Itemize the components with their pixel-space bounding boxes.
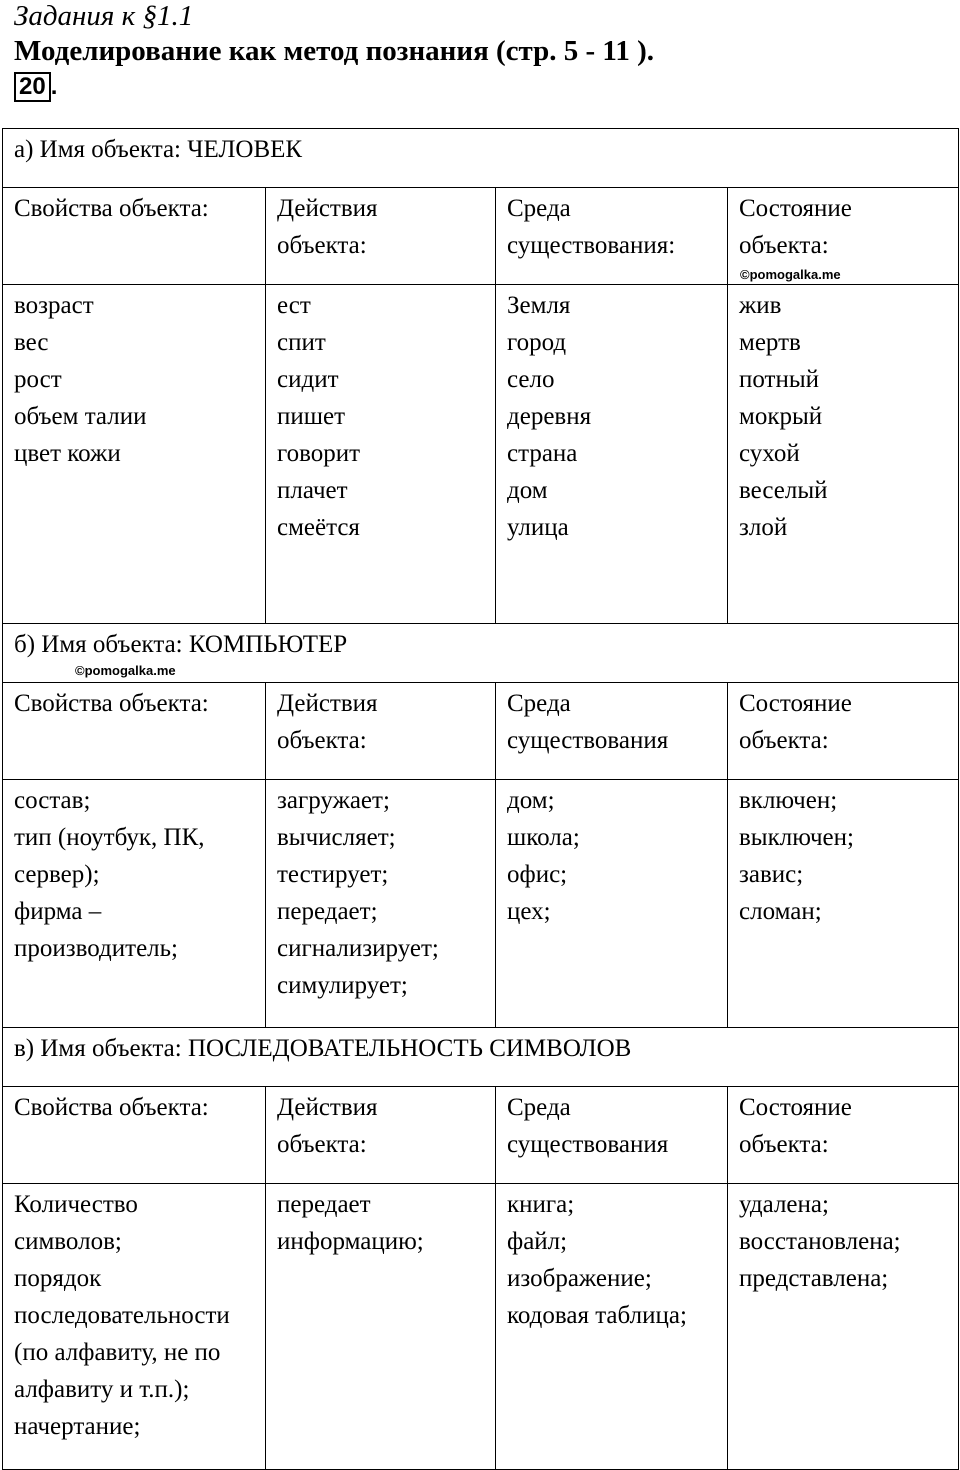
task-number-row bbox=[14, 68, 654, 102]
cell-state-line: включен; bbox=[739, 787, 838, 814]
content-row bbox=[3, 1184, 959, 1470]
header-environment bbox=[496, 683, 728, 780]
header-environment-line: Среда bbox=[507, 195, 571, 222]
cell-actions-line: говорит bbox=[277, 440, 361, 467]
cell-state bbox=[728, 1184, 959, 1470]
header-properties bbox=[3, 1087, 266, 1184]
object-name-cell bbox=[3, 624, 959, 683]
header-actions-line: Действия bbox=[277, 195, 378, 222]
cell-properties-line: сервер); bbox=[14, 861, 100, 888]
cell-properties bbox=[3, 285, 266, 624]
cell-state-line: веселый bbox=[739, 477, 828, 504]
object-name: б) Имя объекта: КОМПЬЮТЕР bbox=[14, 631, 348, 658]
cell-environment-line: школа; bbox=[507, 824, 580, 851]
cell-environment-line: кодовая таблица; bbox=[507, 1302, 687, 1329]
cell-environment-line: улица bbox=[507, 514, 569, 541]
cell-actions bbox=[266, 285, 496, 624]
cell-state-line: восстановлена; bbox=[739, 1228, 901, 1255]
header-environment-line: существования: bbox=[507, 232, 676, 259]
cell-properties-line: цвет кожи bbox=[14, 440, 121, 467]
object-name: а) Имя объекта: ЧЕЛОВЕК bbox=[14, 136, 303, 163]
cell-state-line: мертв bbox=[739, 329, 801, 356]
header-state-line: Состояние bbox=[739, 690, 852, 717]
object-name: в) Имя объекта: ПОСЛЕДОВАТЕЛЬНОСТЬ СИМВОЛОВ bbox=[14, 1035, 632, 1062]
header-state-line: Состояние bbox=[739, 195, 852, 222]
cell-actions-line: информацию; bbox=[277, 1228, 424, 1255]
header-actions bbox=[266, 1087, 496, 1184]
cell-actions-line: плачет bbox=[277, 477, 348, 504]
cell-properties-line: объем талии bbox=[14, 403, 147, 430]
header-actions-line: Действия bbox=[277, 1094, 378, 1121]
header-actions-line: объекта: bbox=[277, 232, 367, 259]
column-header-row bbox=[3, 188, 959, 285]
watermark: ©pomogalka.me bbox=[75, 663, 176, 678]
task-number-suffix: . bbox=[50, 73, 58, 100]
content-row bbox=[3, 285, 959, 624]
header-state bbox=[728, 1087, 959, 1184]
cell-actions-line: ест bbox=[277, 292, 311, 319]
object-name-row bbox=[3, 624, 959, 683]
cell-state-line: выключен; bbox=[739, 824, 854, 851]
watermark: ©pomogalka.me bbox=[740, 267, 841, 282]
header-environment-line: существования bbox=[507, 727, 669, 754]
cell-actions-line: передает; bbox=[277, 898, 378, 925]
header-actions-line: Действия bbox=[277, 690, 378, 717]
cell-environment-line: Земля bbox=[507, 292, 571, 319]
cell-state-line: завис; bbox=[739, 861, 804, 888]
header-environment-line: Среда bbox=[507, 690, 571, 717]
header-properties-line: Свойства объекта: bbox=[14, 690, 209, 717]
cell-actions-line: тестирует; bbox=[277, 861, 389, 888]
cell-properties-line: возраст bbox=[14, 292, 94, 319]
cell-actions-line: пишет bbox=[277, 403, 346, 430]
cell-properties-line: Количество bbox=[14, 1191, 138, 1218]
header-properties bbox=[3, 683, 266, 780]
cell-state-line: удалена; bbox=[739, 1191, 829, 1218]
cell-environment bbox=[496, 780, 728, 1028]
cell-actions-line: загружает; bbox=[277, 787, 390, 814]
cell-environment-line: дом bbox=[507, 477, 548, 504]
objects-table bbox=[2, 128, 959, 1470]
header-state-line: Состояние bbox=[739, 1094, 852, 1121]
section-subtitle: Задания к §1.1 bbox=[14, 0, 194, 32]
column-header-row bbox=[3, 683, 959, 780]
header-environment-line: существования bbox=[507, 1131, 669, 1158]
cell-actions-line: передает bbox=[277, 1191, 371, 1218]
cell-environment-line: дом; bbox=[507, 787, 555, 814]
cell-properties-line: последовательности bbox=[14, 1302, 230, 1329]
cell-environment-line: книга; bbox=[507, 1191, 575, 1218]
cell-properties bbox=[3, 780, 266, 1028]
cell-environment-line: деревня bbox=[507, 403, 592, 430]
cell-environment-line: село bbox=[507, 366, 555, 393]
header-state-line: объекта: bbox=[739, 727, 829, 754]
cell-state-line: сухой bbox=[739, 440, 800, 467]
cell-properties-line: символов; bbox=[14, 1228, 122, 1255]
cell-properties bbox=[3, 1184, 266, 1470]
cell-environment-line: изображение; bbox=[507, 1265, 652, 1292]
cell-properties-line: алфавиту и т.п.); bbox=[14, 1376, 190, 1403]
cell-actions-line: смеётся bbox=[277, 514, 360, 541]
cell-actions-line: спит bbox=[277, 329, 326, 356]
cell-state-line: потный bbox=[739, 366, 820, 393]
object-name-cell bbox=[3, 1028, 959, 1087]
cell-actions-line: вычисляет; bbox=[277, 824, 396, 851]
cell-properties-line: тип (ноутбук, ПК, bbox=[14, 824, 205, 851]
cell-properties-line: фирма – bbox=[14, 898, 102, 925]
header-state-line: объекта: bbox=[739, 1131, 829, 1158]
cell-properties-line: (по алфавиту, не по bbox=[14, 1339, 221, 1366]
header-properties-line: Свойства объекта: bbox=[14, 1094, 209, 1121]
page-header bbox=[14, 0, 654, 102]
object-name-row bbox=[3, 1028, 959, 1087]
cell-properties-line: начертание; bbox=[14, 1413, 141, 1440]
cell-environment bbox=[496, 285, 728, 624]
header-actions-line: объекта: bbox=[277, 727, 367, 754]
cell-state-line: мокрый bbox=[739, 403, 823, 430]
header-properties-line: Свойства объекта: bbox=[14, 195, 209, 222]
cell-properties-line: порядок bbox=[14, 1265, 102, 1292]
header-environment bbox=[496, 188, 728, 285]
header-actions-line: объекта: bbox=[277, 1131, 367, 1158]
task-number-box: 20 bbox=[14, 72, 51, 102]
cell-state-line: жив bbox=[739, 292, 782, 319]
cell-actions-line: сигнализирует; bbox=[277, 935, 439, 962]
cell-environment-line: город bbox=[507, 329, 567, 356]
cell-state-line: злой bbox=[739, 514, 788, 541]
cell-environment-line: файл; bbox=[507, 1228, 568, 1255]
content-row bbox=[3, 780, 959, 1028]
header-actions bbox=[266, 188, 496, 285]
cell-state bbox=[728, 285, 959, 624]
cell-environment-line: офис; bbox=[507, 861, 568, 888]
header-environment bbox=[496, 1087, 728, 1184]
header-actions bbox=[266, 683, 496, 780]
header-properties bbox=[3, 188, 266, 285]
cell-environment-line: цех; bbox=[507, 898, 551, 925]
header-state bbox=[728, 683, 959, 780]
header-environment-line: Среда bbox=[507, 1094, 571, 1121]
header-state bbox=[728, 188, 959, 285]
object-name-row bbox=[3, 129, 959, 188]
cell-state-line: представлена; bbox=[739, 1265, 889, 1292]
cell-state-line: сломан; bbox=[739, 898, 822, 925]
cell-actions bbox=[266, 1184, 496, 1470]
cell-properties-line: рост bbox=[14, 366, 62, 393]
cell-state bbox=[728, 780, 959, 1028]
cell-properties-line: производитель; bbox=[14, 935, 178, 962]
cell-properties-line: вес bbox=[14, 329, 49, 356]
object-name-cell bbox=[3, 129, 959, 188]
page-title: Моделирование как метод познания (стр. 5 - 11 ). bbox=[14, 35, 654, 67]
cell-actions-line: сидит bbox=[277, 366, 339, 393]
cell-actions bbox=[266, 780, 496, 1028]
column-header-row bbox=[3, 1087, 959, 1184]
cell-properties-line: состав; bbox=[14, 787, 91, 814]
cell-actions-line: симулирует; bbox=[277, 972, 408, 999]
cell-environment bbox=[496, 1184, 728, 1470]
header-state-line: объекта: bbox=[739, 232, 829, 259]
cell-environment-line: страна bbox=[507, 440, 578, 467]
